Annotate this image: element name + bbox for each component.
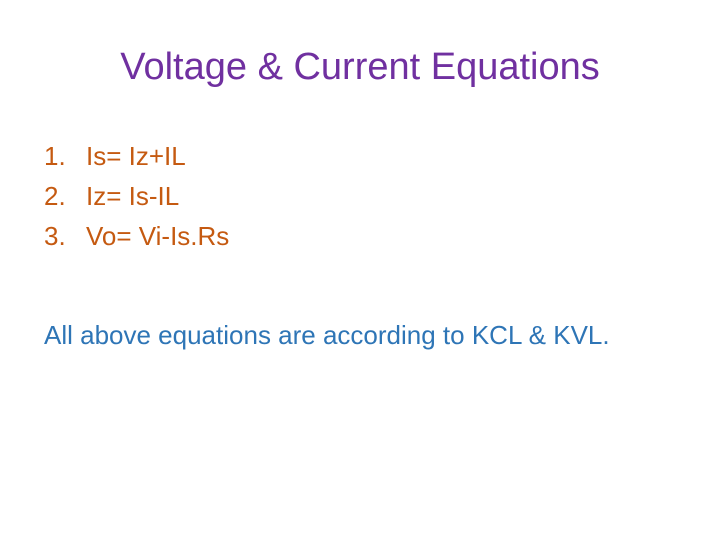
equation-number: 2. [44,181,66,211]
equation-number: 1. [44,141,66,171]
equation-text: Is= Iz+IL [86,141,186,171]
equation-number: 3. [44,221,66,251]
equation-text: Vo= Vi-Is.Rs [86,221,230,251]
equation-list [44,136,229,256]
equation-item [44,136,229,176]
slide-title: Voltage & Current Equations [120,46,600,88]
equation-item [44,216,229,256]
equation-text: Iz= Is-IL [86,181,180,211]
equation-item [44,176,229,216]
note-text: All above equations are according to KCL & KVL. [44,320,610,350]
